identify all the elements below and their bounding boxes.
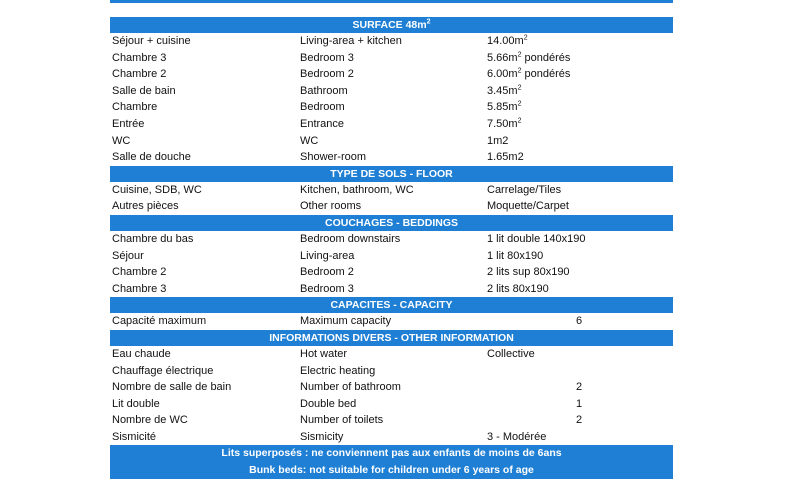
capacity-row [110,313,673,330]
surface-row [110,50,673,67]
room-fr: Salle de douche [112,151,191,164]
floor-fr: Cuisine, SDB, WC [112,183,202,196]
bedding-fr: Séjour [112,249,144,262]
bedding-row [110,281,673,298]
room-area: 1.65m2 [487,151,524,164]
capacity-fr: Capacité maximum [112,315,207,328]
bedding-en: Bedroom 2 [300,266,354,279]
room-fr: Salle de bain [112,84,176,97]
bedding-value: 2 lits sup 80x190 [487,266,570,279]
room-fr: Entrée [112,117,145,130]
room-en: Bedroom 3 [300,51,354,64]
room-en: Bathroom [300,84,348,97]
info-en: Hot water [300,347,348,360]
surface-row [110,99,673,116]
info-row [110,346,673,363]
bunk-bed-notice-fr: Lits superposés : ne conviennent pas aux enfants de moins de 6ans [110,445,673,462]
info-row [110,379,673,396]
info-row [110,429,673,446]
floor-header: TYPE DE SOLS - FLOOR [110,166,673,182]
room-area: $3.45m^2$ [487,84,522,97]
surface-row [110,83,673,100]
info-en: Number of toilets [300,414,384,427]
room-en: Living-area + kitchen [300,35,402,47]
capacity-header: CAPACITES - CAPACITY [110,297,673,313]
room-fr: Chambre 3 [112,51,167,64]
surface-header: SURFACE $48m^2$ [110,17,673,33]
info-fr: Eau chaude [112,347,171,360]
room-en: Entrance [300,117,345,130]
bedding-value: 1 lit double 140x190 [487,232,586,245]
room-area: $5.85m^2$ [487,100,522,114]
floor-row [110,198,673,215]
info-en: Double bed [300,397,357,410]
room-en: Shower-room [300,151,367,164]
room-area: $7.50m^2$ [487,117,522,130]
surface-row [110,116,673,133]
property-sheet [110,0,673,479]
bedding-value: 1 lit 80x190 [487,249,544,262]
bedding-row [110,264,673,281]
bedding-row [110,231,673,248]
info-en: Sismicity [300,430,344,443]
info-fr: Nombre de salle de bain [112,381,232,394]
info-fr: Lit double [112,397,160,410]
room-area: $14.00m^2$ [487,34,528,47]
floor-type: Carrelage/Tiles [487,183,562,196]
info-row [110,396,673,413]
info-row [110,412,673,429]
capacity-en: Maximum capacity [300,315,392,328]
room-fr: Chambre [112,101,158,114]
room-area: $6.00m^2$ pondérés [487,67,571,81]
bedding-fr: Chambre 2 [112,266,167,279]
surface-row [110,33,673,50]
surface-row [110,133,673,150]
bedding-value: 2 lits 80x190 [487,282,549,295]
room-area: 1m2 [487,134,509,147]
bedding-row [110,248,673,265]
bedding-fr: Chambre du bas [112,232,194,245]
room-en: Bedroom [300,101,345,114]
bedding-en: Bedroom 3 [300,282,354,295]
floor-fr: Autres pièces [112,200,179,213]
bedding-en: Living-area [300,249,355,262]
info-row [110,363,673,380]
floor-en: Kitchen, bathroom, WC [300,183,414,196]
bunk-bed-notice-en: Bunk beds: not suitable for children under 6 years of age [110,462,673,479]
floor-en: Other rooms [300,200,362,213]
info-count: 1 [576,397,583,410]
info-fr: Chauffage électrique [112,364,214,377]
info-value: Collective [487,347,535,360]
info-en: Number of bathroom [300,381,401,394]
surface-row [110,66,673,83]
room-fr: Séjour + cuisine [112,35,191,47]
room-fr: Chambre 2 [112,68,167,81]
floor-type: Moquette/Carpet [487,200,569,213]
info-count: 2 [576,381,583,394]
bedding-fr: Chambre 3 [112,282,167,295]
bedding-en: Bedroom downstairs [300,232,401,245]
info-fr: Nombre de WC [112,414,188,427]
room-fr: WC [112,134,131,147]
info-count: 2 [576,414,583,427]
room-area: $5.66m^2$ pondérés [487,50,571,64]
floor-row [110,182,673,199]
room-en: Bedroom 2 [300,68,354,81]
beddings-header: COUCHAGES - BEDDINGS [110,215,673,231]
info-value: 3 - Modérée [487,430,547,443]
info-fr: Sismicité [112,430,157,443]
capacity-value: 6 [576,315,583,328]
room-en: WC [300,134,319,147]
info-header: INFORMATIONS DIVERS - OTHER INFORMATION [110,330,673,346]
info-en: Electric heating [300,364,376,377]
surface-row [110,149,673,166]
